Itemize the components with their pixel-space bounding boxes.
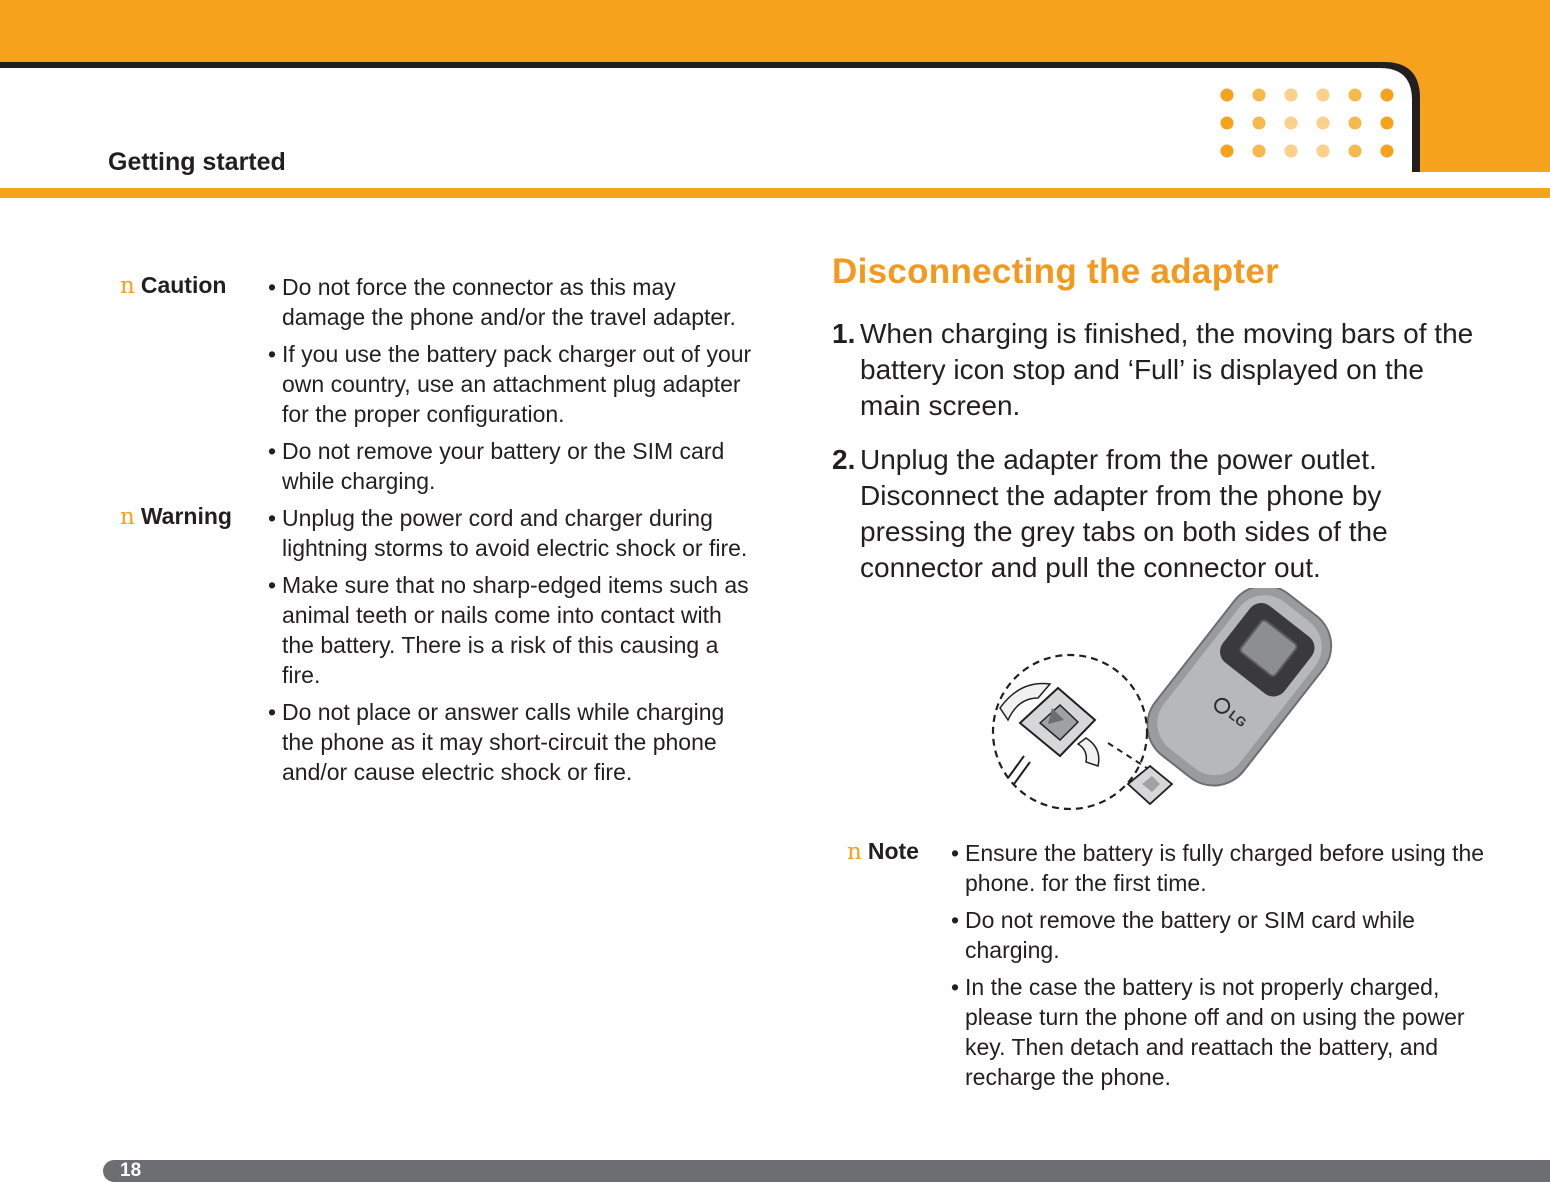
caution-item: • Do not force the connector as this may damage the phone and/or the travel adapter. — [268, 272, 760, 332]
caution-tag — [120, 272, 226, 299]
section-title: Getting started — [108, 148, 286, 176]
step-2 — [832, 442, 1492, 586]
caution-item: • Do not remove your battery or the SIM card while charging. — [268, 436, 760, 496]
bullet-marker-icon: n — [120, 504, 135, 530]
phone-illustration — [1132, 588, 1335, 801]
caution-label: Caution — [140, 272, 227, 298]
step-text: When charging is finished, the moving bars of the battery icon stop and ‘Full’ is displayed on the main screen. — [860, 318, 1474, 421]
bullet-marker-icon: n — [120, 273, 135, 299]
page-number: 18 — [120, 1160, 142, 1181]
caution-block — [120, 272, 760, 496]
step-1 — [832, 316, 1492, 424]
phone-logo: LG — [1225, 707, 1250, 731]
warning-item: • Unplug the power cord and charger during lightning storms to avoid electric shock or fire. — [268, 503, 760, 563]
note-item: • Ensure the battery is fully charged before using the phone. for the first time. — [951, 838, 1497, 898]
note-item: • In the case the battery is not properly charged, please turn the phone off and on using the power key. Then detach and reattach the battery, and recharge the phone. — [951, 972, 1497, 1092]
note-label: Note — [867, 838, 919, 864]
caution-warning-notes — [120, 272, 760, 794]
note-item: • Do not remove the battery or SIM card while charging. — [951, 905, 1497, 965]
caution-item: • If you use the battery pack charger out of your own country, use an attachment plug adapter for the proper configuration. — [268, 339, 760, 429]
warning-item: • Do not place or answer calls while charging the phone as it may short-circuit the phone and/or cause electric shock or fire. — [268, 697, 760, 787]
footer-bar — [103, 1160, 1550, 1182]
note-tag — [847, 838, 919, 865]
note-block — [847, 838, 1497, 1099]
bullet-marker-icon: n — [847, 839, 862, 865]
section-heading: Disconnecting the adapter — [832, 252, 1280, 291]
warning-item: • Make sure that no sharp-edged items such as animal teeth or nails come into contact with the battery. There is a risk of this causing a fire. — [268, 570, 760, 690]
page-footer — [0, 1160, 1550, 1182]
disconnect-section — [832, 252, 1492, 604]
warning-block — [120, 503, 760, 787]
warning-label: Warning — [140, 503, 232, 529]
page-header — [0, 0, 1550, 200]
phone-adapter-illustration — [990, 588, 1335, 810]
warning-tag — [120, 503, 232, 530]
step-number: 2. — [832, 444, 856, 475]
step-text: Unplug the adapter from the power outlet. Disconnect the adapter from the phone by pressing the grey tabs on both sides of the connector and pull the connector out. — [860, 444, 1388, 583]
step-number: 1. — [832, 318, 856, 349]
